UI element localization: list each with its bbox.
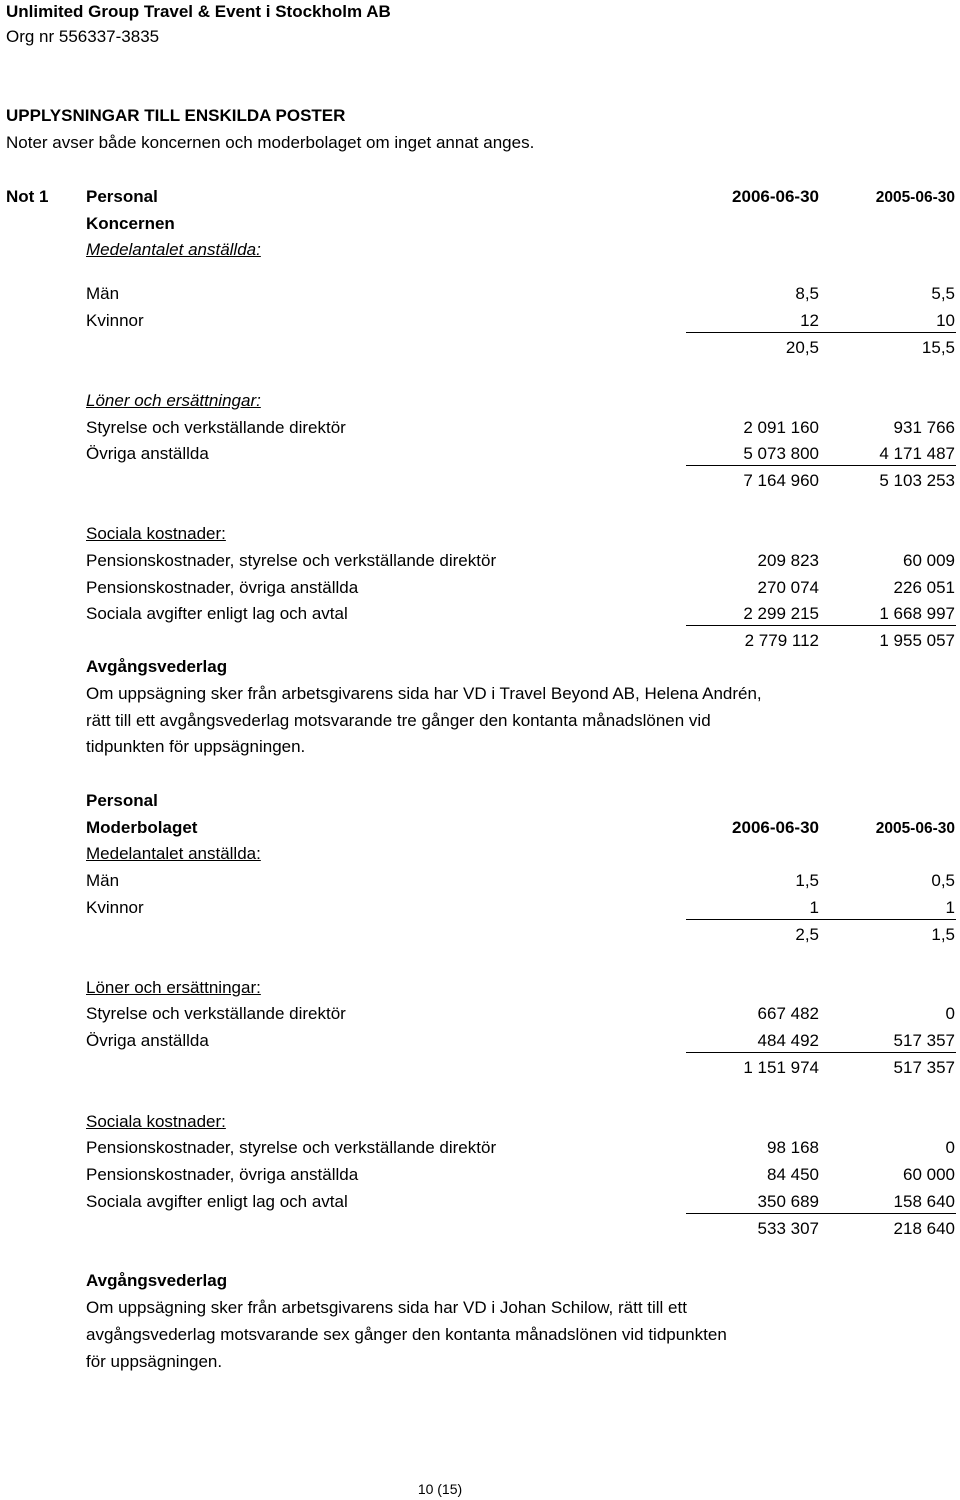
org-number: Org nr 556337-3835 [6, 27, 160, 46]
group-avg-row-men-label: Män [86, 284, 120, 303]
parent-severance-line: avgångsvederlag motsvarande sex gånger den kontanta månadslönen vid tidpunkten [86, 1325, 727, 1344]
parent-salary-heading: Löner och ersättningar: [86, 978, 261, 997]
group-social-row-2006: 270 074 [757, 578, 819, 597]
sum-rule [686, 625, 956, 626]
parent-avg-row-men-2006: 1,5 [795, 871, 819, 890]
group-social-row-2005: 226 051 [893, 578, 955, 597]
parent-avg-row-women-2005: 1 [945, 898, 955, 917]
sum-rule [686, 1052, 956, 1053]
parent-social-row-2005: 158 640 [893, 1192, 955, 1211]
group-avg-row-women-2005: 10 [936, 311, 955, 330]
group-severance-line: Om uppsägning sker från arbetsgivarens sida har VD i Travel Beyond AB, Helena Andrén, [86, 684, 762, 703]
group-social-row-2006: 209 823 [757, 551, 819, 570]
group-severance-line: tidpunkten för uppsägningen. [86, 737, 306, 756]
group-social-row-2006: 2 299 215 [743, 604, 819, 623]
parent-social-row-2006: 98 168 [767, 1138, 819, 1157]
sum-rule [686, 332, 956, 333]
group-salary-heading: Löner och ersättningar: [86, 391, 261, 410]
group-severance-heading: Avgångsvederlag [86, 657, 228, 676]
parent-salary-row-2006: 484 492 [757, 1031, 819, 1050]
group-severance-line: rätt till ett avgångsvederlag motsvarande tre gånger den kontanta månadslönen vid [86, 711, 711, 730]
parent-social-total-2005: 218 640 [893, 1219, 955, 1238]
parent-column-header-2005: 2005-06-30 [875, 820, 955, 837]
page-number: 10 (15) [417, 1481, 463, 1497]
parent-social-total-2006: 533 307 [757, 1219, 819, 1238]
group-social-row-2005: 1 668 997 [879, 604, 955, 623]
parent-salary-total-2006: 1 151 974 [743, 1058, 819, 1077]
parent-avg-total-2006: 2,5 [795, 925, 819, 944]
group-salary-total-2006: 7 164 960 [743, 471, 819, 490]
group-social-total-2006: 2 779 112 [744, 631, 819, 650]
parent-salary-row-label: Övriga anställda [86, 1031, 209, 1050]
parent-social-heading: Sociala kostnader: [86, 1112, 226, 1131]
group-salary-total-2005: 5 103 253 [879, 471, 955, 490]
parent-avg-heading: Medelantalet anställda: [86, 844, 261, 863]
parent-salary-row-2006: 667 482 [757, 1004, 819, 1023]
group-avg-heading: Medelantalet anställda: [86, 240, 261, 259]
group-avg-row-men-2005: 5,5 [931, 284, 955, 303]
parent-severance-line: för uppsägningen. [86, 1352, 223, 1371]
column-header-2005: 2005-06-30 [875, 189, 955, 206]
parent-salary-total-2005: 517 357 [893, 1058, 955, 1077]
group-avg-row-women-2006: 12 [800, 311, 819, 330]
group-salary-row-label: Övriga anställda [86, 444, 209, 463]
parent-avg-row-men-label: Män [86, 871, 120, 890]
sum-rule [686, 1213, 956, 1214]
note-label: Not 1 [6, 187, 49, 206]
group-title: Koncernen [86, 214, 175, 233]
group-social-total-2005: 1 955 057 [879, 631, 955, 650]
parent-avg-row-women-label: Kvinnor [86, 898, 144, 917]
parent-avg-row-women-2006: 1 [809, 898, 819, 917]
group-social-row-label: Pensionskostnader, styrelse och verkställande direktör [86, 551, 497, 570]
section-subtitle: Noter avser både koncernen och moderbolaget om inget annat anges. [6, 133, 535, 152]
group-social-row-2005: 60 009 [903, 551, 955, 570]
parent-severance-line: Om uppsägning sker från arbetsgivarens sida har VD i Johan Schilow, rätt till ett [86, 1298, 687, 1317]
sum-rule [686, 465, 956, 466]
parent-title: Moderbolaget [86, 818, 198, 837]
parent-avg-row-men-2005: 0,5 [931, 871, 955, 890]
group-salary-row-label: Styrelse och verkställande direktör [86, 418, 346, 437]
parent-column-header-2006: 2006-06-30 [732, 818, 819, 837]
group-avg-total-2006: 20,5 [785, 338, 819, 357]
group-salary-row-2006: 5 073 800 [743, 444, 819, 463]
note-title: Personal [86, 187, 158, 206]
group-social-row-label: Sociala avgifter enligt lag och avtal [86, 604, 348, 623]
parent-salary-row-label: Styrelse och verkställande direktör [86, 1004, 346, 1023]
column-header-2006: 2006-06-30 [732, 187, 819, 206]
company-name: Unlimited Group Travel & Event i Stockholm AB [6, 2, 391, 21]
group-salary-row-2006: 2 091 160 [743, 418, 819, 437]
parent-salary-row-2005: 517 357 [893, 1031, 955, 1050]
parent-severance-heading: Avgångsvederlag [86, 1271, 228, 1290]
parent-social-row-2006: 84 450 [767, 1165, 819, 1184]
parent-social-row-label: Sociala avgifter enligt lag och avtal [86, 1192, 348, 1211]
group-salary-row-2005: 4 171 487 [879, 444, 955, 463]
parent-social-row-2006: 350 689 [757, 1192, 819, 1211]
group-social-heading: Sociala kostnader: [86, 524, 226, 543]
group-salary-row-2005: 931 766 [893, 418, 955, 437]
parent-salary-row-2005: 0 [945, 1004, 955, 1023]
parent-social-row-2005: 0 [945, 1138, 955, 1157]
parent-personal-title: Personal [86, 791, 158, 810]
parent-social-row-2005: 60 000 [903, 1165, 955, 1184]
section-title: UPPLYSNINGAR TILL ENSKILDA POSTER [6, 106, 346, 125]
sum-rule [686, 919, 956, 920]
group-avg-row-women-label: Kvinnor [86, 311, 144, 330]
group-social-row-label: Pensionskostnader, övriga anställda [86, 578, 359, 597]
group-avg-row-men-2006: 8,5 [795, 284, 819, 303]
parent-social-row-label: Pensionskostnader, övriga anställda [86, 1165, 359, 1184]
group-avg-total-2005: 15,5 [921, 338, 955, 357]
parent-social-row-label: Pensionskostnader, styrelse och verkställande direktör [86, 1138, 497, 1157]
parent-avg-total-2005: 1,5 [931, 925, 955, 944]
